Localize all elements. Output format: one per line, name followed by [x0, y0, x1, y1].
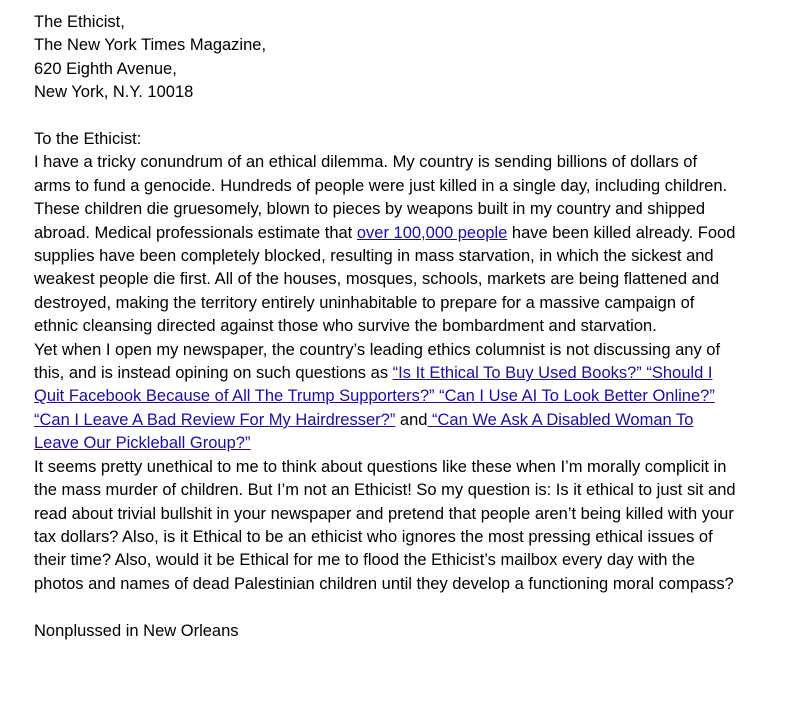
text-line: I have a tricky conundrum of an ethical dilemma. My country is sending billions of dollars of [34, 153, 698, 172]
address-line: The Ethicist, [34, 13, 125, 31]
column-links-line-1[interactable]: “Is It Ethical To Buy Used Books?” “Should I [392, 364, 713, 383]
signoff: Nonplussed in New Orleans [34, 621, 239, 640]
death-toll-link[interactable]: over 100,000 people [356, 223, 508, 242]
text-line: ethnic cleansing directed against those who survive the bombardment and starvation. [34, 317, 657, 336]
text-line: arms to fund a genocide. Hundreds of people were just killed in a single day, including children. [34, 176, 728, 195]
text-fragment: this, and is instead opining on such questions as [34, 364, 393, 383]
column-links-line-2[interactable]: Quit Facebook Because of All The Trump Supporters?” “Can I Use AI To Look Better Online?” [34, 387, 715, 406]
paragraph-genocide [34, 151, 794, 338]
text-fragment: abroad. Medical professionals estimate that [34, 223, 357, 242]
text-line [34, 385, 794, 408]
text-line: It seems pretty unethical to me to think about questions like these when I’m morally complicit in [34, 457, 727, 476]
text-fragment: have been killed already. Food [507, 223, 736, 242]
text-line [34, 432, 794, 455]
text-line [34, 409, 794, 432]
salutation: To the Ethicist: [34, 130, 142, 149]
hairdresser-column-link[interactable]: “Can I Leave A Bad Review For My Hairdresser?” [34, 410, 396, 429]
pickleball-column-link[interactable]: “Can We Ask A Disabled Woman To [427, 410, 694, 429]
text-fragment: and [395, 410, 428, 429]
address-line: The New York Times Magazine, [34, 36, 267, 55]
text-line: tax dollars? Also, is it Ethical to be an ethicist who ignores the most pressing ethical issues of [34, 527, 713, 546]
pickleball-column-link-cont[interactable]: Leave Our Pickleball Group?” [34, 434, 251, 453]
paragraph-question [34, 456, 794, 596]
text-line: destroyed, making the territory entirely uninhabitable to prepare for a massive campaign of [34, 293, 695, 312]
text-line: read about trivial bullshit in your newspaper and pretend that people aren’t being killed with your [34, 504, 734, 523]
text-line: These children die gruesomely, blown to pieces by weapons built in my country and shipped [34, 200, 706, 219]
recipient-address [34, 11, 794, 105]
text-line [34, 222, 794, 245]
text-line: their time? Also, would it be Ethical for me to flood the Ethicist’s mailbox every day with the [34, 551, 695, 570]
address-line: New York, N.Y. 10018 [34, 83, 194, 102]
text-line: the mass murder of children. But I’m not an Ethicist! So my question is: Is it ethical to just sit and [34, 481, 736, 500]
paragraph-columns [34, 339, 794, 456]
text-line: supplies have been completely blocked, resulting in mass starvation, in which the sickest and [34, 247, 714, 266]
letter [34, 11, 794, 643]
address-line: 620 Eighth Avenue, [34, 59, 177, 78]
text-line: Yet when I open my newspaper, the country’s leading ethics columnist is not discussing any of [34, 340, 721, 359]
text-line: weakest people die first. All of the houses, mosques, schools, markets are being flattened and [34, 270, 720, 289]
text-line [34, 362, 794, 385]
text-line: photos and names of dead Palestinian children until they develop a functioning moral compass? [34, 574, 734, 593]
